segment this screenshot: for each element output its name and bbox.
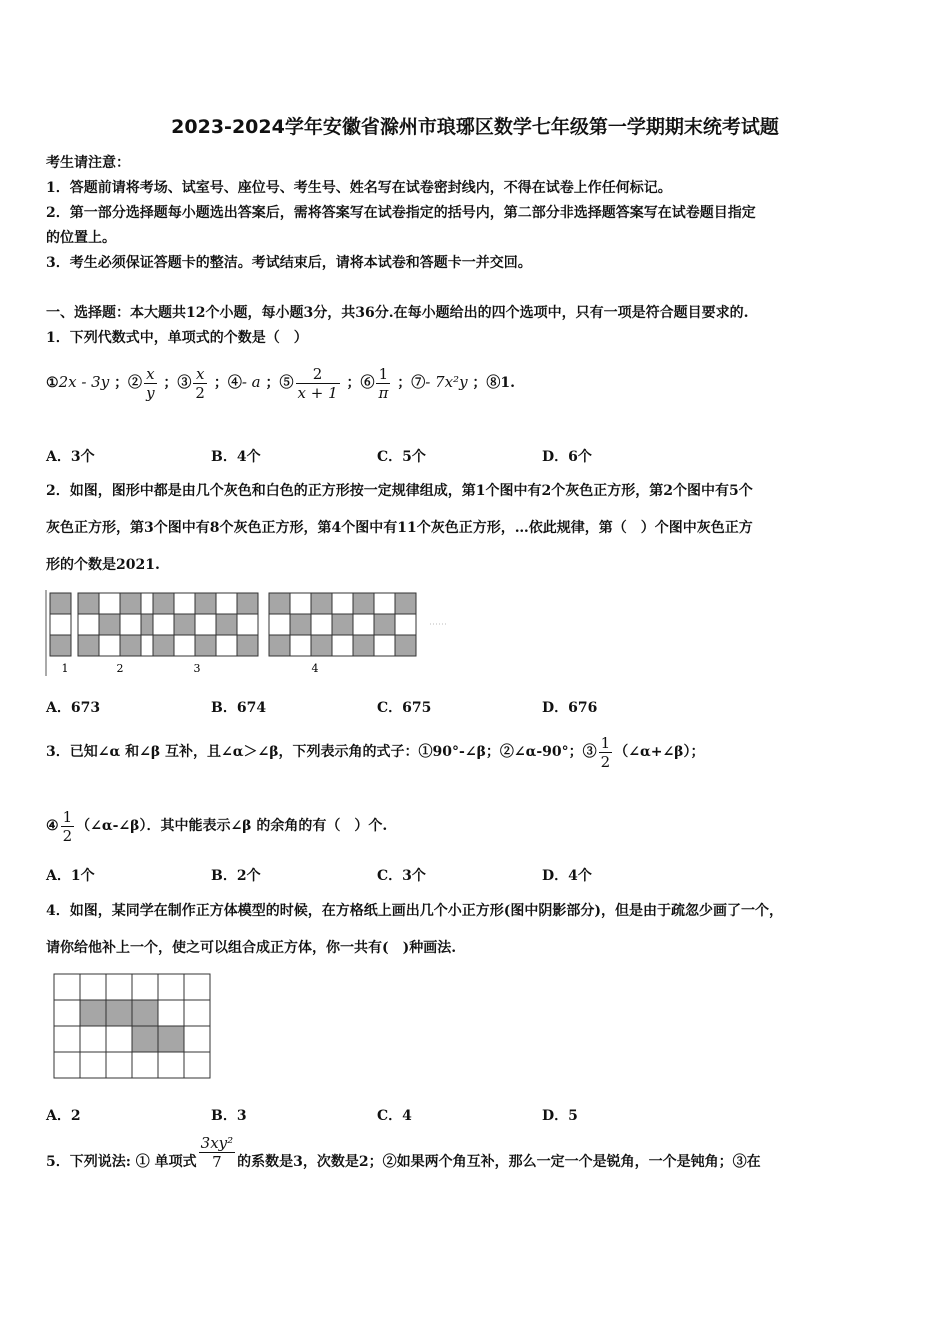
q4-stem-line: 请你给他补上一个，使之可以组合成正方体，你一共有( )种画法. <box>46 940 457 956</box>
figure-label: 3 <box>193 662 201 675</box>
q1-e5-label: ；⑤ <box>265 375 294 391</box>
q4-option-b: B．3 <box>211 1108 247 1124</box>
gray-square <box>237 593 258 614</box>
q2-option-a: A．673 <box>46 700 101 716</box>
gray-square <box>120 635 141 656</box>
white-square <box>99 635 120 656</box>
white-square <box>99 593 120 614</box>
empty-square <box>158 1052 184 1078</box>
q3-option-c: C．3个 <box>377 868 426 884</box>
q2-grids <box>50 593 416 656</box>
gray-square <box>374 614 395 635</box>
q5-line <box>46 1133 761 1186</box>
white-square <box>153 614 174 635</box>
gray-square <box>174 614 195 635</box>
empty-square <box>184 974 210 1000</box>
q2-option-b: B．674 <box>211 700 267 716</box>
q1-option-a: A．3个 <box>46 449 95 465</box>
empty-square <box>184 1000 210 1026</box>
gray-square <box>311 635 332 656</box>
empty-square <box>54 974 80 1000</box>
shaded-square <box>80 1000 106 1026</box>
notice-item: 3．考生必须保证答题卡的整洁。考试结束后，请将本试卷和答题卡一并交回。 <box>46 255 532 271</box>
empty-square <box>106 1026 132 1052</box>
q3-option-d: D．4个 <box>542 868 592 884</box>
figure-label: 2 <box>116 662 124 675</box>
white-square <box>78 614 99 635</box>
empty-square <box>54 1052 80 1078</box>
white-square <box>374 593 395 614</box>
q1-option-b: B．4个 <box>211 449 261 465</box>
gray-square <box>290 614 311 635</box>
empty-square <box>80 1052 106 1078</box>
white-square <box>237 614 258 635</box>
q3-text: 3．已知∠α 和∠β 互补，且∠α＞∠β，下列表示角的式子：①90°-∠β；②∠α-90°；③ <box>46 744 597 760</box>
gray-square <box>237 635 258 656</box>
q2-option-d: D．676 <box>542 700 598 716</box>
white-square <box>195 614 216 635</box>
q3-text: （∠α+∠β）； <box>614 744 705 760</box>
shaded-square <box>132 1000 158 1026</box>
empty-square <box>184 1052 210 1078</box>
q3-option-a: A．1个 <box>46 868 95 884</box>
gray-square <box>120 593 141 614</box>
empty-square <box>132 974 158 1000</box>
white-square <box>216 593 237 614</box>
numerator: 1 <box>378 364 389 383</box>
gray-square <box>311 593 332 614</box>
q1-e5-fraction <box>296 365 340 402</box>
q5-text: 的系数是3，次数是2；②如果两个角互补，那么一定一个是锐角，一个是钝角；③在 <box>237 1154 761 1170</box>
white-square <box>120 614 141 635</box>
white-square <box>50 614 71 635</box>
q5-fraction <box>199 1134 236 1171</box>
gray-square <box>216 614 237 635</box>
white-square <box>269 614 290 635</box>
denominator: x + 1 <box>297 383 338 402</box>
q1-e1: 2x - 3y <box>58 373 110 391</box>
denominator: 7 <box>199 1152 236 1171</box>
gray-square <box>195 635 216 656</box>
gray-square <box>153 635 174 656</box>
q1-e2-fraction <box>144 365 156 402</box>
q1-option-d: D．6个 <box>542 449 592 465</box>
numerator: 1 <box>62 807 73 826</box>
q2-pattern-figure <box>44 588 454 678</box>
q2-option-c: C．675 <box>377 700 432 716</box>
denominator: 2 <box>62 826 73 845</box>
white-square <box>332 593 353 614</box>
figure-label: 4 <box>311 662 319 675</box>
shaded-square <box>132 1026 158 1052</box>
white-square <box>174 593 195 614</box>
numerator: 3xy² <box>200 1133 234 1152</box>
gray-square <box>353 635 374 656</box>
q4-grid <box>54 974 210 1078</box>
shaded-square <box>158 1026 184 1052</box>
q3-line2 <box>46 804 387 848</box>
shaded-square <box>106 1000 132 1026</box>
q2-stem-line: 形的个数是2021. <box>46 557 160 573</box>
numerator: 2 <box>312 364 323 383</box>
q4-stem-line: 4．如图，某同学在制作正方体模型的时候，在方格纸上画出几个小正方形(图中阴影部分)，但是由于疏忽少画了一个， <box>46 903 783 919</box>
page-title: 2023-2024学年安徽省滁州市琅琊区数学七年级第一学期期末统考试题 <box>171 116 779 138</box>
empty-square <box>80 1026 106 1052</box>
gray-square <box>99 614 120 635</box>
q4-grid-figure <box>52 972 212 1082</box>
empty-square <box>132 1052 158 1078</box>
denominator: 2 <box>195 383 205 402</box>
gray-square <box>50 635 71 656</box>
empty-square <box>80 974 106 1000</box>
denominator: π <box>378 383 389 402</box>
denominator: y <box>146 383 155 402</box>
q1-e6-fraction <box>376 365 390 402</box>
white-square <box>290 593 311 614</box>
empty-square <box>184 1026 210 1052</box>
q4-option-a: A．2 <box>46 1108 81 1124</box>
white-square <box>174 635 195 656</box>
empty-square <box>158 974 184 1000</box>
gray-square <box>269 593 290 614</box>
white-square <box>216 635 237 656</box>
numerator: x <box>195 364 205 383</box>
notice-item: 1．答题前请将考场、试室号、座位号、考生号、姓名写在试卷密封线内，不得在试卷上作任何标记。 <box>46 180 672 196</box>
q2-stem-line: 灰色正方形，第3个图中有8个灰色正方形，第4个图中有11个灰色正方形，…依此规律，第（ ）个图中灰色正方 <box>46 520 753 536</box>
gray-square <box>78 593 99 614</box>
q1-stem: 1．下列代数式中，单项式的个数是（ ） <box>46 330 308 346</box>
q1-e4-label: ；④ <box>213 375 242 391</box>
white-square <box>353 614 374 635</box>
figure-label: 1 <box>61 662 69 675</box>
q3-half-fraction <box>599 734 613 771</box>
q1-e4: - a <box>241 373 261 391</box>
q3-half-fraction <box>61 808 75 845</box>
q1-e2-label: ；② <box>114 375 143 391</box>
q4-option-c: C．4 <box>377 1108 412 1124</box>
q3-text: ④ <box>46 818 59 834</box>
gray-square <box>195 593 216 614</box>
q1-e1-label: ① <box>46 375 59 391</box>
notice-item: 的位置上。 <box>46 230 116 246</box>
gray-square <box>78 635 99 656</box>
q1-expressions <box>46 362 515 403</box>
q1-e8-label: ；⑧1. <box>472 375 516 391</box>
q1-e7: - 7x²y <box>425 373 468 391</box>
notice-item: 2．第一部分选择题每小题选出答案后，需将答案写在试卷指定的括号内，第二部分非选择题答案写在试卷题目指定 <box>46 205 756 221</box>
q1-option-c: C．5个 <box>377 449 426 465</box>
notice-heading: 考生请注意： <box>46 155 130 171</box>
q1-e6-label: ；⑥ <box>346 375 375 391</box>
q1-e3-label: ；③ <box>163 375 192 391</box>
white-square <box>290 635 311 656</box>
gray-square <box>332 614 353 635</box>
white-square <box>374 635 395 656</box>
white-square <box>332 635 353 656</box>
q3-option-b: B．2个 <box>211 868 261 884</box>
denominator: 2 <box>600 752 611 771</box>
q3-line1 <box>46 730 704 774</box>
q2-stem-line: 2．如图，图形中都是由几个灰色和白色的正方形按一定规律组成，第1个图中有2个灰色正方形，第2个图中有5个 <box>46 483 753 499</box>
empty-square <box>54 1026 80 1052</box>
numerator: x <box>146 364 155 383</box>
gray-square <box>269 635 290 656</box>
numerator: 1 <box>600 733 611 752</box>
gray-square <box>353 593 374 614</box>
gray-square <box>50 593 71 614</box>
gray-square <box>153 593 174 614</box>
white-square <box>311 614 332 635</box>
q3-text: （∠α-∠β）．其中能表示∠β 的余角的有（ ）个. <box>76 818 388 834</box>
empty-square <box>54 1000 80 1026</box>
q4-option-d: D．5 <box>542 1108 578 1124</box>
gray-square <box>395 635 416 656</box>
empty-square <box>158 1000 184 1026</box>
section-heading: 一、选择题：本大题共12个小题，每小题3分，共36分.在每小题给出的四个选项中，只有一项是符合题目要求的. <box>46 305 749 321</box>
gray-square <box>395 593 416 614</box>
q1-e3-fraction <box>193 365 207 402</box>
white-square <box>395 614 416 635</box>
q5-text: 5．下列说法: ① 单项式 <box>46 1154 197 1170</box>
empty-square <box>106 974 132 1000</box>
q1-e7-label: ；⑦ <box>397 375 426 391</box>
empty-square <box>106 1052 132 1078</box>
